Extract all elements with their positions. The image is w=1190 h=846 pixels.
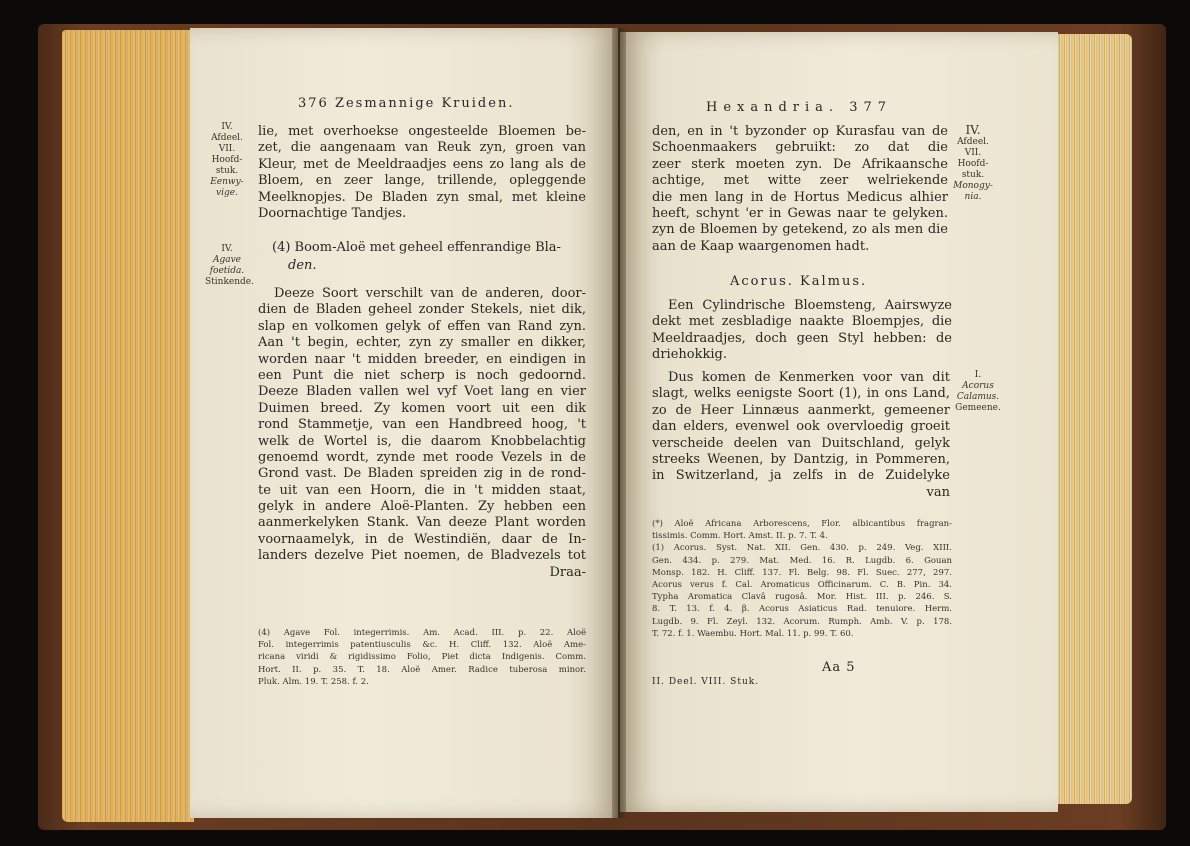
text-line: zeer sterk moeten zyn. De Afrikaansche [652,156,948,172]
right-footnote [652,518,952,640]
footnote-line: ricana viridi & rigidissimo Folio, Piet dicta Indigenis. Comm. [258,652,586,663]
right-paragraph-top [652,124,948,255]
footnote-line: T. 72. f. 1. Waembu. Hort. Mal. 11. p. 99. T. 60. [652,628,854,639]
right-running-header: Hexandria. 377 [706,100,893,115]
text-line: slagt, welks eenigste Soort (1), in ons Land, [652,386,950,402]
text-line: dan elders, evenwel ook overvloedig groeit [652,419,950,435]
footnote-line: Lugdb. 9. Fl. Zeyl. 132. Acorum. Rumph. Amb. V. p. 178. [652,616,952,627]
right-margin-note-top [950,124,996,203]
left-margin-note-mid [205,244,254,288]
text-line: dien de Bladen geheel zonder Stekels, niet dik, [258,302,586,318]
text-line: die men lang in de Hortus Medicus alhier [652,189,948,205]
footnote-line: Hort. II. p. 35. T. 18. Aloë Amer. Radice tuberosa minor. [258,664,586,675]
text-line: achtige, met witte zeer welriekende [652,173,948,189]
species-heading: (4) Boom-Aloë met geheel effenrandige Bla- [272,240,561,255]
text-line: dekt met zesbladige naakte Bloempjes, die [652,314,952,330]
page-edges-right [1050,34,1132,804]
footnote-line: 8. T. 13. f. 4. β. Acorus Asiaticus Rad. tenuiore. Herm. [652,604,952,615]
left-footnote [258,627,586,688]
page-edges-left [62,30,194,822]
text-line: Bloem, en zeer lange, trillende, opleggende [258,173,586,189]
text-line: welk de Wortel is, die daarom Knobbelachtig [258,433,586,449]
margin-line: Calamus. [956,392,1000,402]
text-line: zo de Heer Linnæus aanmerkt, gemeener [652,402,950,418]
text-line: Aan 't begin, echter, zyn zy smaller en dikker, [258,335,586,351]
text-line: een Punt die niet scherp is noch gedoornd. [258,367,586,383]
text-line: driehokkig. [652,347,727,363]
text-line: aanmerkelyken Stank. Van deeze Plant worden [258,515,586,531]
margin-line: Monogy- [953,181,993,191]
margin-line: IV. [221,122,233,132]
text-line: genoemd wordt, zynde met roode Vezels in de [258,449,586,465]
footnote-line: tissimis. Comm. Hort. Amst. II. p. 7. T. 4. [652,531,828,542]
text-line: worden naar 't midden breeder, en eindigen in [258,351,586,367]
margin-line: nia. [964,192,982,202]
text-line: Deeze Bladen vallen wel vyf Voet lang en vier [258,384,586,400]
footnote-line: Fol. integerrimis patentiusculis &c. H. Cliff. 132. Aloë Ame- [258,640,586,651]
text-line: Een Cylindrische Bloemsteng, Aairswyze [668,298,952,313]
margin-line: IV. [221,244,233,254]
text-line: lie, met overhoekse ongesteelde Bloemen be- [258,124,586,139]
text-line: in Switzerland, ja zelfs in de Zuidelyke [652,468,950,484]
margin-line: Acorus [962,381,994,391]
signature-mark: Aa 5 [822,660,856,675]
margin-line: VII. [218,144,236,154]
right-paragraph-main [652,370,950,501]
left-running-header: 376 Zesmannige Kruiden. [298,96,515,111]
margin-line: foetida. [209,266,245,276]
margin-line: Afdeel. [957,137,989,147]
species-heading-cont: den. [288,258,317,273]
footnote-line: Acorus verus f. Cal. Aromaticus Officinarum. C. B. Pin. 34. [652,579,952,590]
left-paragraph-top [258,124,586,222]
text-line: heeft, schynt 'er in Gewas naar te gelyken. [652,205,948,221]
genus-definition [652,298,952,364]
footnote-line: Typha Aromatica Clavâ rugosâ. Mor. Hist. III. p. 246. S. [652,592,952,603]
margin-line: I. [974,370,982,380]
text-line: voornaamelyk, in de Westindiën, daar de In- [258,531,586,547]
footnote-line: (4) Agave Fol. integerrimis. Am. Acad. III. p. 22. Aloë [258,628,586,638]
footnote-line: Monsp. 182. H. Cliff. 137. Fl. Belg. 98. Fl. Suec. 277, 297. [652,567,952,578]
margin-line: Stinkende. [205,277,254,287]
footnote-line: (*) Aloë Africana Arborescens, Flor. albicantibus fragran- [652,519,952,529]
margin-line: stuk. [961,170,985,180]
text-line: Kleur, met de Meeldraadjes eens zo lang als de [258,156,586,172]
margin-line: vige. [216,188,238,198]
text-line: Deeze Soort verschilt van de anderen, door- [274,286,586,301]
genus-heading: Acorus. Kalmus. [730,274,868,289]
text-line: Doornachtige Tandjes. [258,205,407,221]
text-line: Duimen breed. Zy komen voort uit een dik [258,400,586,416]
text-line: zet, die aangenaam van Reuk zyn, groen van [258,140,586,156]
text-line: landers dezelve Piet noemen, de Bladvezels tot [258,548,586,564]
volume-line: II. Deel. VIII. Stuk. [652,677,760,687]
footnote-line: Gen. 434. p. 279. Mat. Med. 16. R. Lugdb. 6. Gouan [652,555,952,566]
text-line: aan de Kaap waargenomen hadt. [652,238,870,254]
margin-line: Hoofd- [957,159,989,169]
footnote-line: (1) Acorus. Syst. Nat. XII. Gen. 430. p. 249. Veg. XIII. [652,543,952,554]
left-paragraph-main [258,286,586,581]
margin-line: Agave [212,255,242,265]
text-line: Grond vast. De Bladen spreiden zig in de rond- [258,466,586,482]
text-line: zyn de Bloemen by getekend, zo als men die [652,222,948,238]
text-line: slap en volkomen gelyk of effen van Rand zyn. [258,318,586,334]
text-line: rond Stammetje, van een Handbreed hoog, 't [258,417,586,433]
margin-line: VII. [964,148,982,158]
margin-line: Gemeene. [955,403,1001,413]
text-line: Schoenmaakers gebruikt: zo dat die [652,140,948,156]
footnote-line: Pluk. Alm. 19. T. 258. f. 2. [258,676,369,687]
margin-line: stuk. [215,166,239,176]
right-margin-note-mid [955,370,1001,414]
margin-line: Hoofd- [211,155,243,165]
text-line: te uit van een Hoorn, die in 't midden staat, [258,482,586,498]
text-line: den, en in 't byzonder op Kurasfau van de [652,124,948,139]
book-gutter [612,28,626,818]
text-line: Meeldraadjes, doch geen Styl hebben: de [652,330,952,346]
margin-line: Eenwy- [210,177,244,187]
text-line: gelyk in andere Aloë-Planten. Zy hebben een [258,499,586,515]
left-margin-note-top [205,122,249,199]
margin-line: IV. [965,123,981,137]
margin-line: Afdeel. [211,133,243,143]
text-line: Dus komen de Kenmerken voor van dit [668,370,950,385]
text-line: streeks Weenen, by Dantzig, in Pommeren, [652,451,950,467]
catchword: Draa- [549,564,586,580]
text-line: verscheide deelen van Duitschland, gelyk [652,435,950,451]
text-line: Meelknopjes. De Bladen zyn smal, met kleine [258,189,586,205]
catchword: van [926,484,950,500]
